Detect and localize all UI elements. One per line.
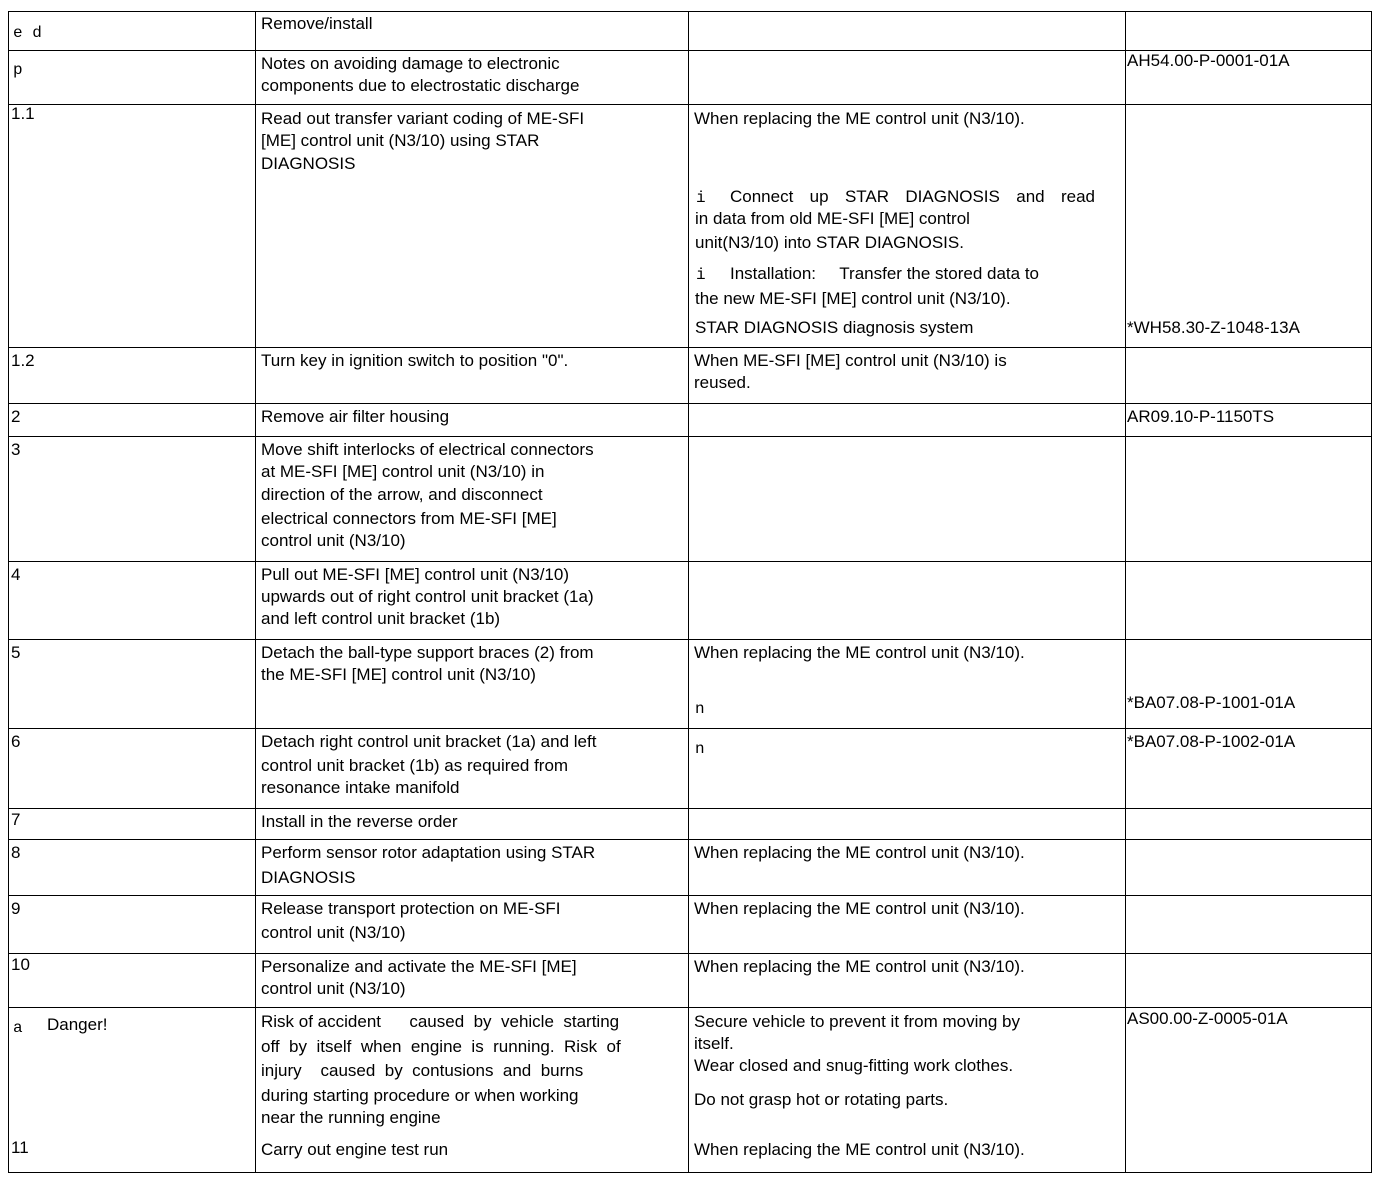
risk-line-2: off by itself when engine is running. Risk of: [261, 1037, 621, 1056]
safety-line-1: Secure vehicle to prevent it from moving by: [694, 1012, 1020, 1031]
condition-11: When replacing the ME control unit (N3/10).: [694, 1140, 1025, 1159]
danger-label: Danger!: [47, 1015, 108, 1034]
action-6-line-1: Detach right control unit bracket (1a) and left: [261, 732, 597, 751]
risk-line-1: Risk of accident caused by vehicle starting: [261, 1012, 620, 1031]
risk-line-4: during starting procedure or when working: [261, 1086, 579, 1105]
step-number-11: 11: [11, 1138, 29, 1157]
row-divider: [9, 953, 1371, 954]
condition-9: When replacing the ME control unit (N3/10).: [694, 899, 1025, 918]
action-3-line-2: at ME-SFI [ME] control unit (N3/10) in: [261, 462, 545, 481]
action-2: Remove air filter housing: [261, 407, 450, 426]
note-2-line-1: Installation: Transfer the stored data to: [730, 264, 1040, 283]
row-divider: [9, 561, 1371, 562]
action-5-line-1: Detach the ball-type support braces (2) from: [261, 643, 594, 662]
action-1-1-line-2: [ME] control unit (N3/10) using STAR: [261, 131, 540, 150]
safety-line-4: Do not grasp hot or rotating parts.: [694, 1090, 949, 1109]
reference-6[interactable]: *BA07.08-P-1002-01A: [1127, 732, 1296, 751]
info-icon: i: [696, 189, 706, 207]
risk-line-3: injury caused by contusions and burns: [261, 1061, 584, 1080]
note-1-line-3: unit(N3/10) into STAR DIAGNOSIS.: [695, 233, 964, 252]
step-number-3: 3: [11, 440, 21, 459]
action-5-line-2: the ME-SFI [ME] control unit (N3/10): [261, 665, 536, 684]
note-1-line-2: in data from old ME-SFI [ME] control: [695, 209, 970, 228]
action-3-line-5: control unit (N3/10): [261, 531, 406, 550]
action-9-line-1: Release transport protection on ME-SFI: [261, 899, 561, 918]
column-divider: [255, 12, 256, 1172]
action-esd-notes-line-1: Notes on avoiding damage to electronic: [261, 54, 560, 73]
condition-1-1: When replacing the ME control unit (N3/10).: [694, 109, 1025, 128]
action-esd-notes-line-2: components due to electrostatic discharge: [261, 76, 580, 95]
step-number-1-2: 1.2: [11, 351, 35, 370]
action-3-line-1: Move shift interlocks of electrical connectors: [261, 440, 594, 459]
action-4-line-3: and left control unit bracket (1b): [261, 609, 501, 628]
step-number-10: 10: [11, 955, 30, 974]
row-divider: [9, 839, 1371, 840]
note-icon: n: [695, 700, 705, 718]
procedure-table: [8, 11, 1372, 1173]
column-divider: [1125, 12, 1126, 1172]
note-2-line-2: the new ME-SFI [ME] control unit (N3/10).: [695, 289, 1011, 308]
action-8-line-2: DIAGNOSIS: [261, 868, 356, 887]
risk-line-5: near the running engine: [261, 1108, 441, 1127]
info-icon: i: [696, 266, 706, 284]
step-number-2: 2: [11, 407, 21, 426]
action-1-1-line-1: Read out transfer variant coding of ME-SFI: [261, 109, 585, 128]
action-3-line-3: direction of the arrow, and disconnect: [261, 485, 543, 504]
step-number-9: 9: [11, 899, 21, 918]
condition-1-2-line-2: reused.: [694, 373, 751, 392]
reference-1-1[interactable]: *WH58.30-Z-1048-13A: [1127, 318, 1300, 337]
action-remove-install: Remove/install: [261, 14, 373, 33]
note-1-line-1: Connect up STAR DIAGNOSIS and read: [730, 187, 1095, 206]
condition-10: When replacing the ME control unit (N3/10).: [694, 957, 1025, 976]
action-6-line-2: control unit bracket (1b) as required from: [261, 756, 569, 775]
condition-5: When replacing the ME control unit (N3/10).: [694, 643, 1025, 662]
safety-line-3: Wear closed and snug-fitting work clothes.: [694, 1056, 1014, 1075]
reference-danger[interactable]: AS00.00-Z-0005-01A: [1127, 1009, 1288, 1028]
step-glyph-p: p: [13, 61, 23, 79]
tool-star-diagnosis: STAR DIAGNOSIS diagnosis system: [695, 318, 974, 337]
action-11: Carry out engine test run: [261, 1140, 449, 1159]
row-divider: [9, 808, 1371, 809]
reference-esd[interactable]: AH54.00-P-0001-01A: [1127, 51, 1290, 70]
step-number-5: 5: [11, 643, 21, 662]
safety-line-2: itself.: [694, 1034, 734, 1053]
step-number-8: 8: [11, 843, 21, 862]
action-8-line-1: Perform sensor rotor adaptation using STAR: [261, 843, 596, 862]
row-divider: [9, 436, 1371, 437]
step-number-1-1: 1.1: [11, 104, 35, 123]
reference-5[interactable]: *BA07.08-P-1001-01A: [1127, 693, 1296, 712]
action-1-2: Turn key in ignition switch to position "0".: [261, 351, 569, 370]
condition-1-2-line-1: When ME-SFI [ME] control unit (N3/10) is: [694, 351, 1007, 370]
row-divider: [9, 639, 1371, 640]
note-icon: n: [695, 740, 705, 758]
action-7: Install in the reverse order: [261, 812, 458, 831]
row-divider: [9, 347, 1371, 348]
action-10-line-1: Personalize and activate the ME-SFI [ME]: [261, 957, 577, 976]
step-number-4: 4: [11, 565, 21, 584]
action-3-line-4: electrical connectors from ME-SFI [ME]: [261, 509, 557, 528]
row-divider: [9, 104, 1371, 105]
reference-2[interactable]: AR09.10-P-1150TS: [1127, 407, 1275, 426]
row-divider: [9, 895, 1371, 896]
danger-icon: a: [13, 1019, 23, 1037]
condition-8: When replacing the ME control unit (N3/10).: [694, 843, 1025, 862]
action-4-line-2: upwards out of right control unit bracket (1a): [261, 587, 594, 606]
column-divider: [688, 12, 689, 1172]
row-divider: [9, 728, 1371, 729]
step-glyph-ed: e d: [13, 24, 42, 42]
step-number-6: 6: [11, 732, 21, 751]
action-6-line-3: resonance intake manifold: [261, 778, 460, 797]
action-1-1-line-3: DIAGNOSIS: [261, 154, 356, 173]
step-number-7: 7: [11, 810, 21, 829]
action-9-line-2: control unit (N3/10): [261, 923, 406, 942]
row-divider: [9, 403, 1371, 404]
action-4-line-1: Pull out ME-SFI [ME] control unit (N3/10): [261, 565, 569, 584]
action-10-line-2: control unit (N3/10): [261, 979, 406, 998]
